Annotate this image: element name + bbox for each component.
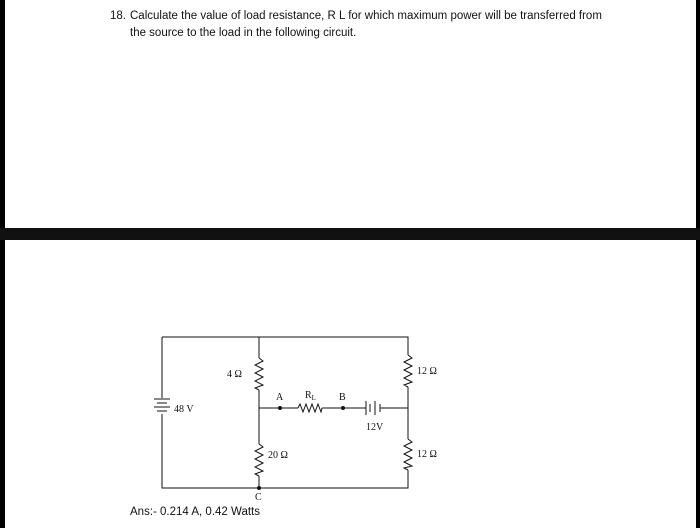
answer-text: Ans:- 0.214 A, 0.42 Watts — [130, 506, 260, 518]
label-48v: 48 V — [174, 404, 194, 415]
label-node-a: A — [276, 392, 284, 403]
top-wire — [162, 337, 408, 355]
label-20-ohm: 20 Ω — [268, 450, 288, 461]
resistor-4-ohm — [255, 358, 263, 390]
label-12-ohm-bottom: 12 Ω — [417, 449, 437, 460]
label-rl: $R_L$ — [305, 390, 316, 402]
circuit-diagram — [0, 300, 700, 510]
label-12v: 12V — [366, 422, 384, 433]
label-node-b: B — [339, 392, 346, 403]
question-text — [110, 8, 670, 42]
question-line-1: Calculate the value of load resistance, R L for which maximum power will be transferred from — [130, 10, 602, 22]
node-b-dot — [341, 406, 345, 410]
resistor-12-ohm-top — [404, 355, 412, 387]
label-node-c: C — [255, 492, 262, 503]
label-4-ohm: 4 Ω — [227, 369, 242, 380]
source-48v-symbol — [154, 399, 170, 411]
divider-band — [0, 228, 700, 240]
battery-12v-symbol — [366, 401, 380, 415]
label-12-ohm-top: 12 Ω — [417, 366, 437, 377]
question-line-2: the source to the load in the following circuit. — [130, 27, 357, 39]
node-c-dot — [257, 486, 261, 490]
resistor-rl — [298, 404, 322, 412]
resistor-20-ohm — [255, 444, 263, 476]
node-a-dot — [278, 406, 282, 410]
resistor-12-ohm-bottom — [404, 439, 412, 470]
question-number: 18. — [110, 10, 126, 22]
